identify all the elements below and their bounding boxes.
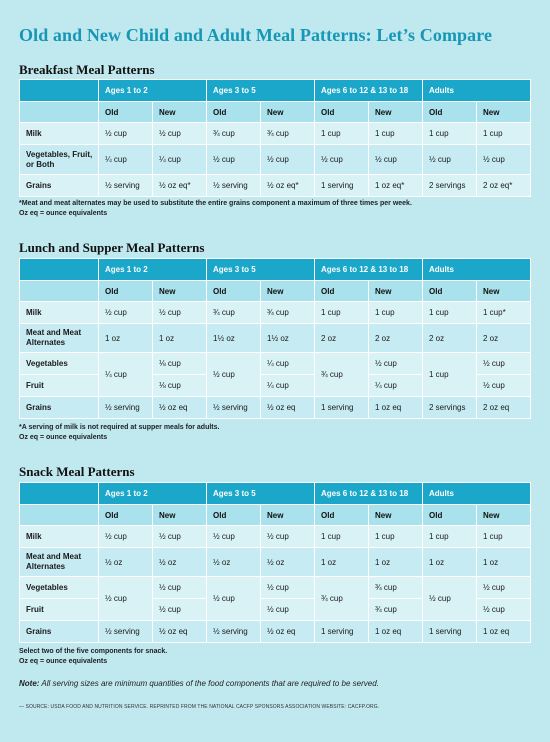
cell: ½ serving	[207, 621, 261, 643]
row-label: Milk	[20, 123, 99, 145]
cell: 2 oz	[315, 324, 369, 353]
snack-table	[19, 482, 531, 643]
source-credit: — SOURCE: USDA FOOD AND NUTRITION SERVICE. REPRINTED FROM THE NATIONAL CACFP SPONSORS ASSOCIATION WEBSITE: CACFP.ORG.	[19, 704, 380, 710]
cell: ¾ cup	[369, 577, 423, 599]
cell: 1 cup	[423, 302, 477, 324]
age-header: Ages 3 to 5	[207, 483, 315, 505]
table-row	[20, 145, 531, 175]
cell: ½ cup	[99, 302, 153, 324]
old-header: Old	[315, 281, 369, 302]
cell: ½ cup	[477, 577, 531, 599]
new-header: New	[369, 102, 423, 123]
cell: ½ cup	[315, 145, 369, 175]
cell: ½ serving	[207, 175, 261, 197]
header-blank	[20, 483, 99, 505]
cell: 2 servings	[423, 175, 477, 197]
cell: ½ cup	[477, 145, 531, 175]
snack-footnote	[19, 647, 167, 667]
cell: 1 serving	[315, 621, 369, 643]
cell: 1 cup	[315, 526, 369, 548]
cell: ½ cup	[153, 526, 207, 548]
cell: 1 cup	[477, 123, 531, 145]
cell: ½ cup	[423, 145, 477, 175]
old-header: Old	[207, 102, 261, 123]
cell: ½ cup	[477, 375, 531, 397]
header-blank	[20, 259, 99, 281]
cell: 1 cup	[423, 123, 477, 145]
cell: 1 cup	[477, 526, 531, 548]
cell: 1 oz	[99, 324, 153, 353]
cell: ½ oz	[153, 548, 207, 577]
table-row	[20, 302, 531, 324]
cell: ⅛ cup	[153, 353, 207, 375]
cell: 1 serving	[423, 621, 477, 643]
table-row	[20, 526, 531, 548]
new-header: New	[261, 281, 315, 302]
cell: ½ cup	[261, 577, 315, 599]
cell: ½ cup	[153, 302, 207, 324]
header-blank	[20, 102, 99, 123]
age-header: Adults	[423, 259, 531, 281]
old-header: Old	[315, 102, 369, 123]
old-header: Old	[423, 281, 477, 302]
cell: ½ cup	[477, 599, 531, 621]
cell: ½ cup	[477, 353, 531, 375]
cell: ¾ cup	[261, 123, 315, 145]
footnote-line: Select two of the five components for snack.	[19, 648, 168, 655]
new-header: New	[153, 102, 207, 123]
cell: 1 oz eq	[369, 397, 423, 419]
cell: ¾ cup	[369, 599, 423, 621]
table-row	[20, 175, 531, 197]
lunch-footnote	[19, 423, 219, 443]
row-label: Meat and Meat Alternates	[20, 548, 99, 577]
cell: ½ cup	[261, 145, 315, 175]
row-label: Grains	[20, 621, 99, 643]
cell: 1 cup*	[477, 302, 531, 324]
old-header: Old	[99, 281, 153, 302]
row-label: Milk	[20, 302, 99, 324]
table-row	[20, 324, 531, 353]
lunch-table	[19, 258, 531, 419]
cell: ¼ cup	[369, 375, 423, 397]
header-blank	[20, 281, 99, 302]
cell: ½ cup	[99, 577, 153, 621]
old-new-header-row	[20, 505, 531, 526]
cell: ½ cup	[369, 353, 423, 375]
cell: 2 oz	[477, 324, 531, 353]
age-header: Ages 1 to 2	[99, 80, 207, 102]
old-header: Old	[423, 102, 477, 123]
cell: 2 servings	[423, 397, 477, 419]
footnote-line: Oz eq = ounce equivalents	[19, 658, 108, 665]
age-header-row	[20, 80, 531, 102]
cell: 1 cup	[423, 353, 477, 397]
page-title: Old and New Child and Adult Meal Patterns: Let’s Compare	[19, 25, 493, 45]
cell: ¾ cup	[207, 123, 261, 145]
cell: 1 oz eq*	[369, 175, 423, 197]
table-row	[20, 123, 531, 145]
cell: ½ oz	[261, 548, 315, 577]
cell: 1 cup	[369, 526, 423, 548]
age-header: Adults	[423, 80, 531, 102]
cell: ½ cup	[153, 123, 207, 145]
cell: 1 oz	[153, 324, 207, 353]
cell: ½ oz eq	[153, 621, 207, 643]
cell: ¾ cup	[261, 302, 315, 324]
row-label: Vegetables, Fruit, or Both	[20, 145, 99, 175]
new-header: New	[261, 505, 315, 526]
age-header: Ages 6 to 12 & 13 to 18	[315, 80, 423, 102]
age-header: Adults	[423, 483, 531, 505]
old-new-header-row	[20, 102, 531, 123]
cell: ⅛ cup	[153, 375, 207, 397]
old-header: Old	[207, 505, 261, 526]
cell: ¼ cup	[153, 145, 207, 175]
cell: 1 oz eq	[369, 621, 423, 643]
cell: ½ oz eq	[261, 621, 315, 643]
age-header: Ages 1 to 2	[99, 259, 207, 281]
row-label: Grains	[20, 397, 99, 419]
cell: ¼ cup	[261, 375, 315, 397]
cell: 2 oz eq*	[477, 175, 531, 197]
cell: 1 oz	[369, 548, 423, 577]
cell: ½ cup	[207, 526, 261, 548]
new-header: New	[261, 102, 315, 123]
cell: 1 cup	[315, 302, 369, 324]
cell: ½ serving	[207, 397, 261, 419]
table-row	[20, 577, 531, 599]
old-header: Old	[99, 102, 153, 123]
cell: ½ oz eq*	[261, 175, 315, 197]
breakfast-footnote	[19, 199, 412, 219]
cell: ½ serving	[99, 621, 153, 643]
cell: ½ cup	[153, 599, 207, 621]
new-header: New	[369, 505, 423, 526]
cell: 2 oz	[369, 324, 423, 353]
new-header: New	[477, 281, 531, 302]
cell: ¼ cup	[99, 145, 153, 175]
cell: 1 cup	[315, 123, 369, 145]
table-row	[20, 548, 531, 577]
cell: ½ cup	[369, 145, 423, 175]
old-header: Old	[207, 281, 261, 302]
age-header: Ages 3 to 5	[207, 80, 315, 102]
old-header: Old	[99, 505, 153, 526]
table-row	[20, 397, 531, 419]
old-new-header-row	[20, 281, 531, 302]
lunch-title: Lunch and Supper Meal Patterns	[19, 240, 205, 255]
cell: ½ oz eq	[153, 397, 207, 419]
cell: ¾ cup	[315, 353, 369, 397]
new-header: New	[477, 505, 531, 526]
row-label: Fruit	[20, 375, 99, 397]
cell: 1 oz eq	[477, 621, 531, 643]
cell: 1½ oz	[261, 324, 315, 353]
footnote-line: Oz eq = ounce equivalents	[19, 434, 108, 441]
cell: ½ serving	[99, 397, 153, 419]
footnote-line: *A serving of milk is not required at supper meals for adults.	[19, 424, 220, 431]
cell: ¾ cup	[315, 577, 369, 621]
age-header-row	[20, 259, 531, 281]
cell: 1 cup	[423, 526, 477, 548]
cell: ½ cup	[261, 526, 315, 548]
cell: 1 oz	[423, 548, 477, 577]
new-header: New	[369, 281, 423, 302]
cell: ¾ cup	[207, 302, 261, 324]
cell: ¼ cup	[99, 353, 153, 397]
row-label: Milk	[20, 526, 99, 548]
final-note-text: All serving sizes are minimum quantities of the food components that are required to be served.	[39, 679, 379, 688]
cell: ¼ cup	[261, 353, 315, 375]
cell: ½ cup	[99, 526, 153, 548]
cell: ½ cup	[207, 145, 261, 175]
cell: ½ serving	[99, 175, 153, 197]
new-header: New	[153, 505, 207, 526]
row-label: Meat and Meat Alternates	[20, 324, 99, 353]
row-label: Fruit	[20, 599, 99, 621]
age-header: Ages 1 to 2	[99, 483, 207, 505]
new-header: New	[153, 281, 207, 302]
old-header: Old	[423, 505, 477, 526]
table-row	[20, 353, 531, 375]
cell: ½ cup	[207, 577, 261, 621]
cell: ½ oz eq	[261, 397, 315, 419]
row-label: Vegetables	[20, 577, 99, 599]
age-header: Ages 6 to 12 & 13 to 18	[315, 259, 423, 281]
snack-title: Snack Meal Patterns	[19, 464, 135, 479]
cell: ½ cup	[153, 577, 207, 599]
row-label: Vegetables	[20, 353, 99, 375]
cell: 2 oz eq	[477, 397, 531, 419]
header-blank	[20, 80, 99, 102]
cell: 1 oz	[315, 548, 369, 577]
cell: ½ cup	[423, 577, 477, 621]
breakfast-table	[19, 79, 531, 197]
cell: ½ oz	[207, 548, 261, 577]
cell: 1 serving	[315, 175, 369, 197]
cell: ½ oz	[99, 548, 153, 577]
age-header-row	[20, 483, 531, 505]
cell: 1½ oz	[207, 324, 261, 353]
cell: ½ oz eq*	[153, 175, 207, 197]
old-header: Old	[315, 505, 369, 526]
cell: 1 cup	[369, 123, 423, 145]
age-header: Ages 3 to 5	[207, 259, 315, 281]
final-note-label: Note:	[19, 679, 40, 688]
cell: ½ cup	[261, 599, 315, 621]
row-label: Grains	[20, 175, 99, 197]
new-header: New	[477, 102, 531, 123]
cell: 1 oz	[477, 548, 531, 577]
final-note	[19, 679, 379, 688]
header-blank	[20, 505, 99, 526]
footnote-line: Oz eq = ounce equivalents	[19, 210, 108, 217]
age-header: Ages 6 to 12 & 13 to 18	[315, 483, 423, 505]
cell: 2 oz	[423, 324, 477, 353]
table-row	[20, 621, 531, 643]
cell: 1 serving	[315, 397, 369, 419]
footnote-line: *Meat and meat alternates may be used to substitute the entire grains component a maximum of three times per week.	[19, 200, 412, 207]
cell: ½ cup	[207, 353, 261, 397]
cell: 1 cup	[369, 302, 423, 324]
cell: ½ cup	[99, 123, 153, 145]
breakfast-title: Breakfast Meal Patterns	[19, 62, 155, 77]
